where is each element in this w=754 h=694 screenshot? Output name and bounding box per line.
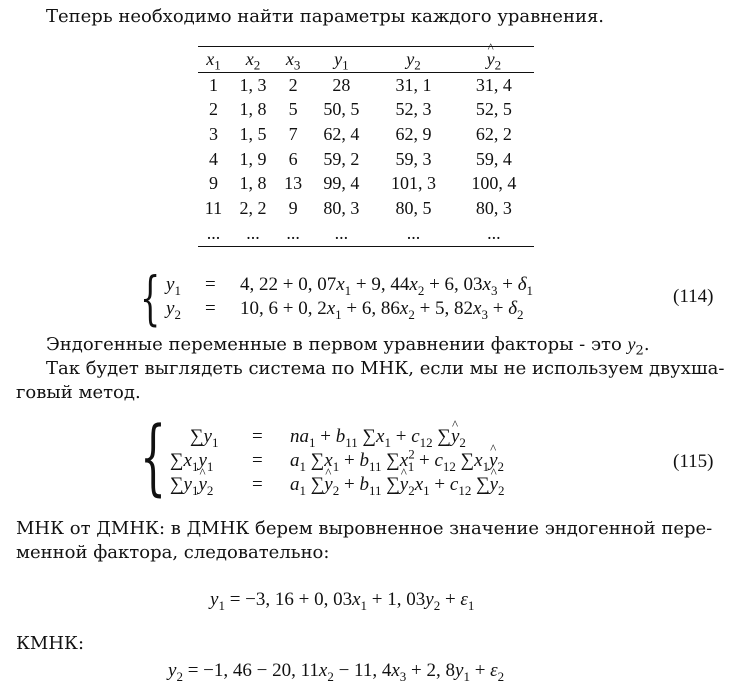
header-x1: $x_1$ [206,48,221,73]
table-cell: 3 [208,123,218,144]
eq115-lhs-3: $\sum y_1\^{}$ $y_2$ [170,474,213,496]
eq114-rhs-2: 10, 6 + 0, $2x_1 + 6$, $86x_2 + 5$, $82x_3 + \delta_2$ [240,298,524,322]
header-y2hat: ^ $y_2$ [454,47,534,73]
table-cell: 52, 5 [475,99,512,120]
table-cell: 1 [208,74,218,95]
table-cell: 1, 5 [239,123,267,144]
table-cell: 52, 3 [395,99,432,120]
table-cell: ... [206,222,221,243]
table-cell: 1, 3 [239,74,267,95]
table-cell: 62, 4 [323,123,360,144]
table-row [198,147,534,172]
table-cell: 1, 8 [239,99,267,120]
table-cell: 11 [204,197,223,218]
table-cell: 31, 4 [475,74,512,95]
table-cell: 80, 5 [395,197,432,218]
paragraph-dmnk-line2: менной фактора, следовательно: [16,542,330,563]
left-brace: { [140,410,167,505]
table-cell: 59, 3 [395,148,432,169]
paragraph-mnk-line1: Так будет выглядеть система по МНК, если мы не используем двухша- [46,358,725,379]
eq115-rhs-1: $na_1 + b_{11}$ $\sum x_1 + c_{12}$ ∑^ $y_2$ [290,426,466,448]
eq114-lhs-1: $y_1$ [166,274,181,298]
table-cell: 59, 2 [323,148,360,169]
table-cell: 31, 1 [395,74,432,95]
table-cell: 99, 4 [323,173,360,194]
table-row [198,72,534,97]
table-cell: 13 [284,173,303,194]
table-cell: 9 [208,173,218,194]
table-cell: 2 [288,74,298,95]
table-row [198,97,534,122]
table-cell: ... [286,222,300,243]
table-cell: 4 [208,148,218,169]
table-cell: 59, 4 [475,148,512,169]
table-cell: 80, 3 [475,197,512,218]
equation-y1: $y_1 = -3$, 16 + 0, $03x_1 + 1$, $03y_2 + \varepsilon_1$ [210,589,475,613]
eq115-equals-3: = [252,474,263,495]
table-cell: 9 [288,197,298,218]
table-cell: 62, 9 [395,123,432,144]
table-cell: 100, 4 [471,173,517,194]
table-cell: 7 [288,123,298,144]
table-cell: 2, 2 [239,197,267,218]
paragraph-dmnk-line1: МНК от ДМНК: в ДМНК берем выровненное значение эндогенной пере- [16,518,713,539]
table-cell: ... [406,222,421,243]
eq114-equals-1: = [205,274,216,295]
table-row [198,196,534,221]
table-cell: ... [487,222,501,243]
eq114-rhs-1: 4, 22 + 0, $07x_1 + 9$, $44x_2 + 6$, $03x_3 + \delta_1$ [240,274,534,298]
eq115-equals-2: = [252,450,263,471]
table-cell: 101, 3 [391,173,437,194]
kmnk-label: КМНК: [16,633,85,654]
table-row [198,171,534,196]
table-cell: 80, 3 [323,197,360,218]
table-cell: 62, 2 [475,123,512,144]
eq114-number: (114) [673,286,714,307]
eq115-lhs-1: $\sum y_1$ [190,426,219,450]
table-cell: ... [246,222,260,243]
table-row [198,221,534,246]
table-row [198,122,534,147]
eq114-lhs-2: $y_2$ [166,298,181,322]
table-cell: 50, 5 [323,99,360,120]
equation-114 [0,264,754,332]
table-cell: 5 [288,99,298,120]
eq114-equals-2: = [205,298,216,319]
table-cell: 2 [208,99,218,120]
paragraph-mnk-line2: говый метод. [16,382,141,403]
table-cell: 28 [332,74,351,95]
header-x3: $x_3$ [285,48,301,73]
eq115-equals-1: = [252,426,263,447]
eq115-lhs-2: $\sum x_1y_1$ [170,450,214,474]
header-x2: $x_2$ [245,48,261,73]
equation-y2: $y_2 = -1$, 46 − 20, $11x_2 - 11$, $4x_3 + 2$, $8y_1 + \varepsilon_2$ [168,660,505,684]
table-cell: 1, 8 [239,173,267,194]
eq115-rhs-3: $a_1$ ∑^ $y_2 + b_{11}$ ∑^ $y_2x_1 + c_{12}$ ∑^ $y_2$ [290,474,505,496]
table-cell: 6 [288,148,298,169]
equation-115 [0,410,754,505]
header-y2: $y_2$ [406,48,421,73]
header-y1: $y_1$ [334,48,349,73]
table-cell: 1, 9 [239,148,267,169]
data-table [198,46,534,247]
left-brace: { [140,264,161,332]
paragraph-intro: Теперь необходимо найти параметры каждого уравнения. [46,6,605,27]
table-header-row [198,47,534,73]
table-cell: ... [334,222,349,243]
paragraph-endogenous: Эндогенные переменные в первом уравнении факторы - это $y_2$. [46,334,650,359]
eq115-number: (115) [673,451,714,472]
table-body [198,72,534,246]
eq115-rhs-2: $a_1$ $\sum x_1 + b_{11}$ $\sum x^2_1 + c_{12}$ $\sum x_1\^{}$ $y_2$ [290,450,504,472]
